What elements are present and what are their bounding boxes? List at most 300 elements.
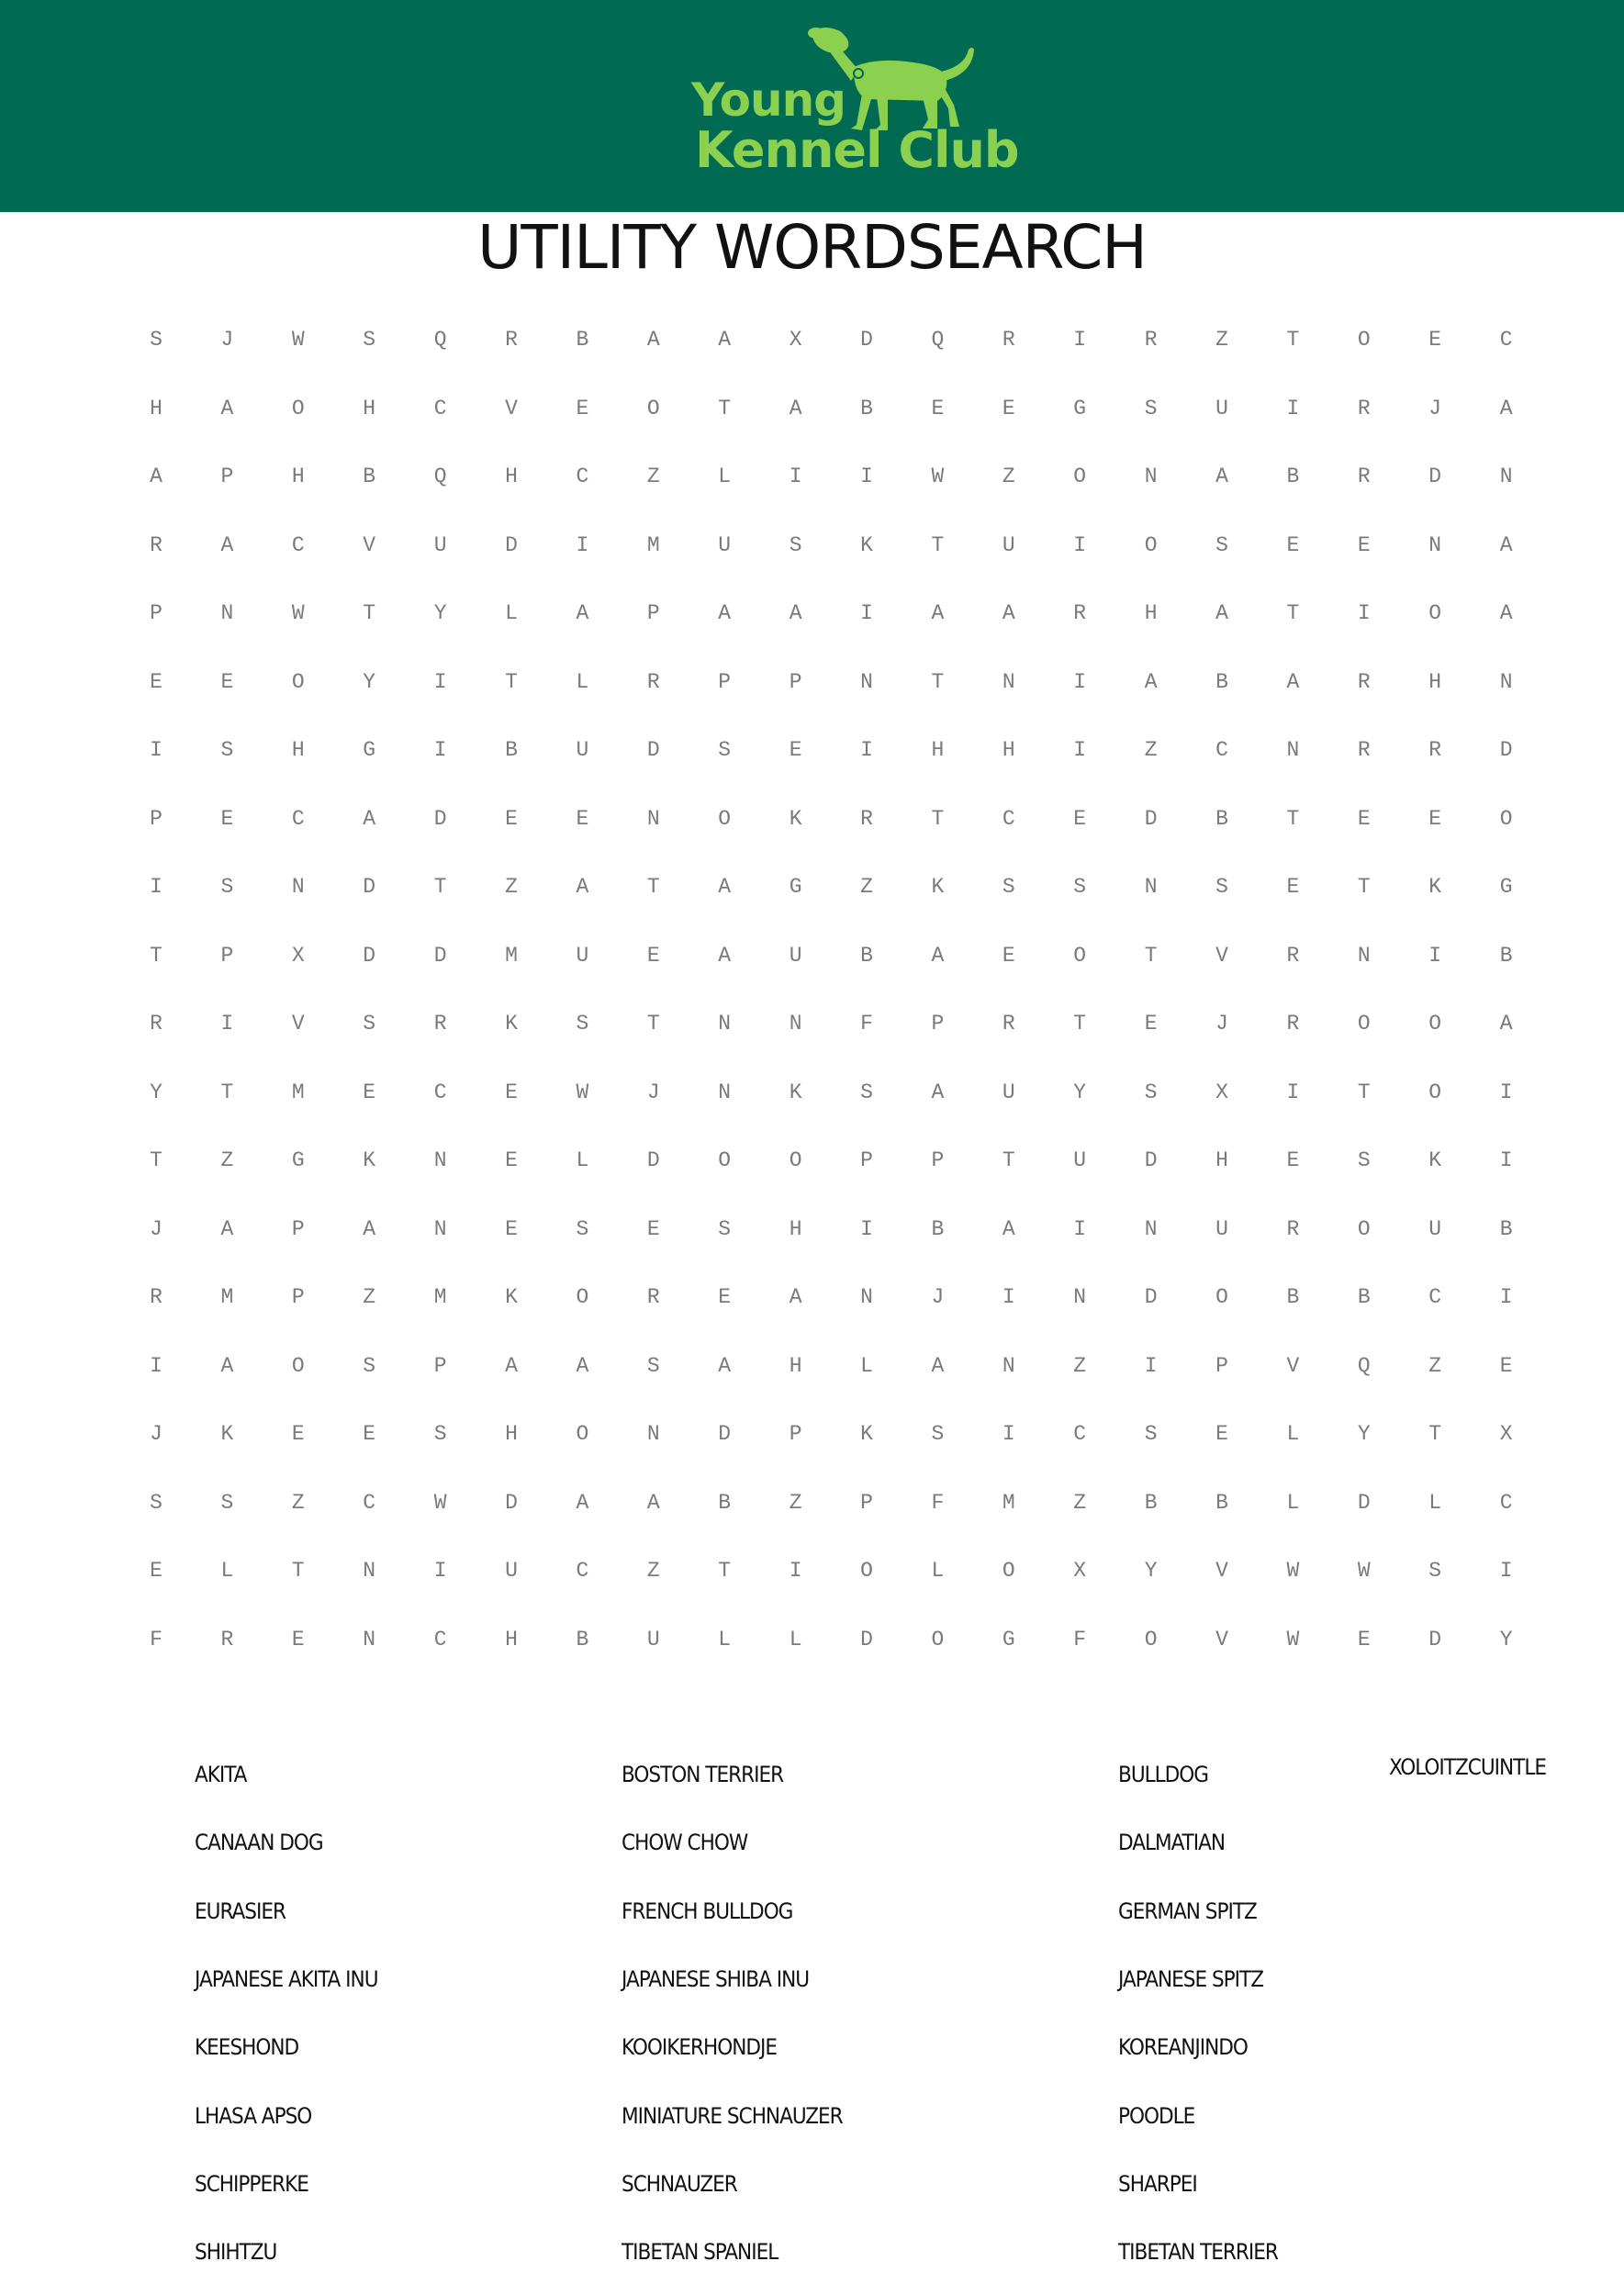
grid-letter[interactable]: K: [363, 1148, 376, 1172]
grid-letter[interactable]: E: [646, 1216, 660, 1241]
grid-letter[interactable]: Z: [860, 875, 873, 899]
grid-letter[interactable]: N: [363, 1627, 376, 1651]
grid-letter[interactable]: R: [150, 1012, 162, 1036]
grid-letter[interactable]: P: [220, 943, 234, 968]
grid-letter[interactable]: Y: [150, 1080, 162, 1104]
grid-letter[interactable]: S: [646, 1353, 660, 1378]
grid-letter[interactable]: L: [505, 601, 518, 625]
grid-letter[interactable]: E: [1073, 806, 1087, 831]
grid-letter[interactable]: Y: [1357, 1422, 1371, 1446]
young-kennel-club-logo[interactable]: [684, 17, 1019, 191]
grid-letter[interactable]: O: [291, 396, 305, 420]
grid-letter[interactable]: I: [1073, 738, 1087, 762]
grid-letter[interactable]: Z: [220, 1148, 234, 1172]
grid-letter[interactable]: U: [1002, 532, 1015, 557]
grid-letter[interactable]: M: [505, 943, 518, 968]
grid-letter[interactable]: N: [1428, 532, 1442, 557]
grid-letter[interactable]: N: [1002, 1353, 1015, 1378]
grid-letter[interactable]: A: [220, 532, 234, 557]
grid-letter[interactable]: I: [150, 738, 162, 762]
grid-letter[interactable]: J: [150, 1422, 162, 1446]
grid-letter[interactable]: I: [1073, 532, 1087, 557]
grid-letter[interactable]: U: [646, 1627, 660, 1651]
grid-letter[interactable]: I: [150, 875, 162, 899]
grid-letter[interactable]: B: [1499, 943, 1513, 968]
grid-letter[interactable]: W: [291, 328, 305, 352]
grid-letter[interactable]: O: [576, 1422, 589, 1446]
grid-letter[interactable]: U: [433, 532, 447, 557]
grid-letter[interactable]: Z: [363, 1285, 376, 1309]
grid-letter[interactable]: M: [220, 1285, 234, 1309]
grid-letter[interactable]: S: [1144, 1422, 1158, 1446]
grid-letter[interactable]: E: [1144, 1012, 1158, 1036]
grid-letter[interactable]: S: [1002, 875, 1015, 899]
grid-letter[interactable]: P: [433, 1353, 447, 1378]
grid-letter[interactable]: Y: [433, 601, 447, 625]
grid-letter[interactable]: K: [860, 1422, 873, 1446]
grid-letter[interactable]: R: [646, 1285, 660, 1309]
grid-letter[interactable]: K: [860, 532, 873, 557]
grid-letter[interactable]: L: [576, 1148, 589, 1172]
grid-letter[interactable]: I: [150, 1353, 162, 1378]
grid-letter[interactable]: R: [1286, 1012, 1300, 1036]
grid-letter[interactable]: R: [1357, 396, 1371, 420]
grid-letter[interactable]: Z: [1215, 328, 1228, 352]
grid-letter[interactable]: S: [860, 1080, 873, 1104]
grid-letter[interactable]: X: [1215, 1080, 1228, 1104]
grid-letter[interactable]: N: [1144, 1216, 1158, 1241]
grid-letter[interactable]: N: [291, 875, 305, 899]
grid-letter[interactable]: Z: [1073, 1490, 1087, 1515]
grid-letter[interactable]: Y: [1073, 1080, 1087, 1104]
grid-letter[interactable]: C: [291, 532, 305, 557]
grid-letter[interactable]: N: [433, 1148, 447, 1172]
grid-letter[interactable]: C: [1002, 806, 1015, 831]
grid-letter[interactable]: N: [860, 1285, 873, 1309]
grid-letter[interactable]: E: [291, 1422, 305, 1446]
grid-letter[interactable]: T: [1073, 1012, 1087, 1036]
grid-letter[interactable]: T: [505, 669, 518, 694]
grid-letter[interactable]: J: [1215, 1012, 1228, 1036]
grid-letter[interactable]: T: [150, 943, 162, 968]
grid-letter[interactable]: T: [646, 875, 660, 899]
grid-letter[interactable]: O: [1144, 1627, 1158, 1651]
grid-letter[interactable]: G: [1499, 875, 1513, 899]
grid-letter[interactable]: I: [1286, 396, 1300, 420]
grid-letter[interactable]: E: [505, 1148, 518, 1172]
grid-letter[interactable]: S: [220, 1490, 234, 1515]
grid-letter[interactable]: N: [1357, 943, 1371, 968]
grid-letter[interactable]: T: [718, 396, 732, 420]
grid-letter[interactable]: S: [150, 1490, 162, 1515]
grid-letter[interactable]: I: [433, 738, 447, 762]
grid-letter[interactable]: Z: [291, 1490, 305, 1515]
grid-letter[interactable]: R: [150, 532, 162, 557]
grid-letter[interactable]: M: [1002, 1490, 1015, 1515]
grid-letter[interactable]: V: [505, 396, 518, 420]
grid-letter[interactable]: L: [789, 1627, 802, 1651]
grid-letter[interactable]: U: [1215, 1216, 1228, 1241]
grid-letter[interactable]: S: [220, 738, 234, 762]
grid-letter[interactable]: P: [789, 669, 802, 694]
grid-letter[interactable]: X: [1073, 1559, 1087, 1583]
grid-letter[interactable]: C: [576, 465, 589, 488]
grid-letter[interactable]: H: [789, 1216, 802, 1241]
grid-letter[interactable]: N: [1499, 465, 1513, 488]
grid-letter[interactable]: S: [1144, 1080, 1158, 1104]
grid-letter[interactable]: P: [860, 1148, 873, 1172]
grid-letter[interactable]: Z: [646, 465, 660, 488]
grid-letter[interactable]: X: [789, 328, 802, 352]
grid-letter[interactable]: T: [1286, 806, 1300, 831]
grid-letter[interactable]: O: [1357, 328, 1371, 352]
grid-letter[interactable]: E: [505, 806, 518, 831]
grid-letter[interactable]: W: [291, 601, 305, 625]
grid-letter[interactable]: N: [646, 1422, 660, 1446]
grid-letter[interactable]: S: [576, 1012, 589, 1036]
grid-letter[interactable]: A: [150, 465, 162, 488]
grid-letter[interactable]: K: [931, 875, 945, 899]
grid-letter[interactable]: B: [1215, 806, 1228, 831]
grid-letter[interactable]: H: [931, 738, 945, 762]
grid-letter[interactable]: M: [433, 1285, 447, 1309]
grid-letter[interactable]: S: [1215, 532, 1228, 557]
grid-letter[interactable]: B: [1215, 1490, 1228, 1515]
grid-letter[interactable]: E: [718, 1285, 732, 1309]
grid-letter[interactable]: S: [363, 1012, 376, 1036]
grid-letter[interactable]: H: [1002, 738, 1015, 762]
grid-letter[interactable]: T: [1144, 943, 1158, 968]
grid-letter[interactable]: A: [718, 875, 732, 899]
grid-letter[interactable]: K: [1428, 875, 1442, 899]
grid-letter[interactable]: N: [718, 1012, 732, 1036]
grid-letter[interactable]: E: [576, 806, 589, 831]
grid-letter[interactable]: W: [1286, 1559, 1300, 1583]
grid-letter[interactable]: H: [505, 1627, 518, 1651]
grid-letter[interactable]: N: [646, 806, 660, 831]
grid-letter[interactable]: S: [1428, 1559, 1442, 1583]
grid-letter[interactable]: O: [1499, 806, 1513, 831]
grid-letter[interactable]: C: [291, 806, 305, 831]
grid-letter[interactable]: O: [1428, 1012, 1442, 1036]
grid-letter[interactable]: Q: [931, 328, 945, 352]
grid-letter[interactable]: T: [931, 532, 945, 557]
grid-letter[interactable]: P: [150, 806, 162, 831]
grid-letter[interactable]: I: [1073, 1216, 1087, 1241]
grid-letter[interactable]: X: [291, 943, 305, 968]
grid-letter[interactable]: O: [789, 1148, 802, 1172]
grid-letter[interactable]: W: [433, 1490, 447, 1515]
grid-letter[interactable]: E: [363, 1080, 376, 1104]
grid-letter[interactable]: W: [931, 465, 945, 488]
grid-letter[interactable]: O: [1357, 1216, 1371, 1241]
grid-letter[interactable]: P: [646, 601, 660, 625]
grid-letter[interactable]: Y: [1499, 1627, 1513, 1651]
grid-letter[interactable]: Q: [433, 465, 447, 488]
grid-letter[interactable]: N: [433, 1216, 447, 1241]
grid-letter[interactable]: H: [150, 396, 162, 420]
grid-letter[interactable]: N: [1286, 738, 1300, 762]
grid-letter[interactable]: I: [576, 532, 589, 557]
grid-letter[interactable]: R: [1357, 738, 1371, 762]
grid-letter[interactable]: K: [220, 1422, 234, 1446]
grid-letter[interactable]: I: [1428, 943, 1442, 968]
grid-letter[interactable]: N: [220, 601, 234, 625]
grid-letter[interactable]: O: [1428, 1080, 1442, 1104]
grid-letter[interactable]: E: [220, 669, 234, 694]
grid-letter[interactable]: I: [1499, 1285, 1513, 1309]
grid-letter[interactable]: B: [576, 1627, 589, 1651]
grid-letter[interactable]: H: [363, 396, 376, 420]
grid-letter[interactable]: T: [1428, 1422, 1442, 1446]
grid-letter[interactable]: B: [576, 328, 589, 352]
grid-letter[interactable]: Q: [1357, 1353, 1371, 1378]
grid-letter[interactable]: G: [1073, 396, 1087, 420]
grid-letter[interactable]: A: [931, 943, 945, 968]
grid-letter[interactable]: I: [1002, 1422, 1015, 1446]
grid-letter[interactable]: L: [576, 669, 589, 694]
grid-letter[interactable]: F: [1073, 1627, 1087, 1651]
grid-letter[interactable]: R: [1428, 738, 1442, 762]
grid-letter[interactable]: I: [860, 465, 873, 488]
grid-letter[interactable]: R: [150, 1285, 162, 1309]
grid-letter[interactable]: A: [1215, 601, 1228, 625]
grid-letter[interactable]: S: [1073, 875, 1087, 899]
grid-letter[interactable]: A: [1002, 1216, 1015, 1241]
grid-letter[interactable]: E: [1286, 1148, 1300, 1172]
grid-letter[interactable]: H: [505, 1422, 518, 1446]
grid-letter[interactable]: E: [576, 396, 589, 420]
grid-letter[interactable]: E: [505, 1080, 518, 1104]
grid-letter[interactable]: O: [718, 1148, 732, 1172]
grid-letter[interactable]: A: [718, 601, 732, 625]
grid-letter[interactable]: I: [220, 1012, 234, 1036]
grid-letter[interactable]: D: [1357, 1490, 1371, 1515]
grid-letter[interactable]: J: [1428, 396, 1442, 420]
grid-letter[interactable]: E: [1357, 806, 1371, 831]
grid-letter[interactable]: I: [1499, 1148, 1513, 1172]
grid-letter[interactable]: O: [1073, 943, 1087, 968]
grid-letter[interactable]: N: [1144, 465, 1158, 488]
grid-letter[interactable]: D: [433, 943, 447, 968]
grid-letter[interactable]: E: [1357, 1627, 1371, 1651]
grid-letter[interactable]: E: [1357, 532, 1371, 557]
grid-letter[interactable]: P: [150, 601, 162, 625]
grid-letter[interactable]: S: [363, 328, 376, 352]
grid-letter[interactable]: A: [1499, 1012, 1513, 1036]
grid-letter[interactable]: D: [860, 1627, 873, 1651]
grid-letter[interactable]: E: [1499, 1353, 1513, 1378]
grid-letter[interactable]: T: [931, 806, 945, 831]
grid-letter[interactable]: C: [1428, 1285, 1442, 1309]
grid-letter[interactable]: A: [576, 1353, 589, 1378]
grid-letter[interactable]: C: [433, 396, 447, 420]
grid-letter[interactable]: E: [505, 1216, 518, 1241]
grid-letter[interactable]: I: [433, 669, 447, 694]
grid-letter[interactable]: I: [1499, 1559, 1513, 1583]
grid-letter[interactable]: B: [860, 943, 873, 968]
grid-letter[interactable]: T: [931, 669, 945, 694]
grid-letter[interactable]: O: [1144, 532, 1158, 557]
grid-letter[interactable]: S: [1215, 875, 1228, 899]
grid-letter[interactable]: I: [789, 1559, 802, 1583]
grid-letter[interactable]: L: [718, 465, 732, 488]
grid-letter[interactable]: H: [505, 465, 518, 488]
grid-letter[interactable]: A: [1215, 465, 1228, 488]
grid-letter[interactable]: D: [1144, 1148, 1158, 1172]
grid-letter[interactable]: O: [576, 1285, 589, 1309]
grid-letter[interactable]: V: [1286, 1353, 1300, 1378]
grid-letter[interactable]: R: [646, 669, 660, 694]
grid-letter[interactable]: G: [789, 875, 802, 899]
grid-letter[interactable]: U: [505, 1559, 518, 1583]
grid-letter[interactable]: L: [1286, 1422, 1300, 1446]
grid-letter[interactable]: A: [576, 601, 589, 625]
grid-letter[interactable]: J: [220, 328, 234, 352]
grid-letter[interactable]: B: [1215, 669, 1228, 694]
grid-letter[interactable]: U: [576, 943, 589, 968]
grid-letter[interactable]: O: [291, 1353, 305, 1378]
grid-letter[interactable]: E: [220, 806, 234, 831]
grid-letter[interactable]: I: [860, 1216, 873, 1241]
grid-letter[interactable]: S: [789, 532, 802, 557]
grid-letter[interactable]: O: [646, 396, 660, 420]
grid-letter[interactable]: R: [860, 806, 873, 831]
grid-letter[interactable]: N: [718, 1080, 732, 1104]
grid-letter[interactable]: F: [931, 1490, 945, 1515]
grid-letter[interactable]: R: [1357, 465, 1371, 488]
grid-letter[interactable]: P: [789, 1422, 802, 1446]
grid-letter[interactable]: V: [291, 1012, 305, 1036]
grid-letter[interactable]: Z: [1428, 1353, 1442, 1378]
grid-letter[interactable]: Z: [1073, 1353, 1087, 1378]
grid-letter[interactable]: I: [860, 738, 873, 762]
grid-letter[interactable]: A: [1286, 669, 1300, 694]
grid-letter[interactable]: A: [931, 1080, 945, 1104]
grid-letter[interactable]: B: [505, 738, 518, 762]
grid-letter[interactable]: K: [1428, 1148, 1442, 1172]
grid-letter[interactable]: L: [860, 1353, 873, 1378]
grid-letter[interactable]: E: [1002, 396, 1015, 420]
grid-letter[interactable]: D: [363, 875, 376, 899]
grid-letter[interactable]: P: [1215, 1353, 1228, 1378]
grid-letter[interactable]: G: [291, 1148, 305, 1172]
grid-letter[interactable]: B: [1286, 465, 1300, 488]
grid-letter[interactable]: Y: [1144, 1559, 1158, 1583]
grid-letter[interactable]: T: [1357, 875, 1371, 899]
grid-letter[interactable]: H: [1428, 669, 1442, 694]
grid-letter[interactable]: A: [220, 1216, 234, 1241]
grid-letter[interactable]: C: [363, 1490, 376, 1515]
grid-letter[interactable]: P: [860, 1490, 873, 1515]
grid-letter[interactable]: I: [1499, 1080, 1513, 1104]
grid-letter[interactable]: L: [718, 1627, 732, 1651]
grid-letter[interactable]: E: [150, 669, 162, 694]
grid-letter[interactable]: E: [1428, 806, 1442, 831]
grid-letter[interactable]: A: [220, 1353, 234, 1378]
grid-letter[interactable]: H: [789, 1353, 802, 1378]
grid-letter[interactable]: R: [220, 1627, 234, 1651]
grid-letter[interactable]: N: [1499, 669, 1513, 694]
grid-letter[interactable]: T: [1002, 1148, 1015, 1172]
grid-letter[interactable]: A: [1499, 396, 1513, 420]
grid-letter[interactable]: C: [433, 1080, 447, 1104]
grid-letter[interactable]: Q: [433, 328, 447, 352]
grid-letter[interactable]: R: [433, 1012, 447, 1036]
grid-letter[interactable]: A: [789, 601, 802, 625]
grid-letter[interactable]: U: [1428, 1216, 1442, 1241]
grid-letter[interactable]: C: [1499, 1490, 1513, 1515]
grid-letter[interactable]: R: [1286, 1216, 1300, 1241]
grid-letter[interactable]: U: [1215, 396, 1228, 420]
grid-letter[interactable]: A: [576, 875, 589, 899]
grid-letter[interactable]: B: [363, 465, 376, 488]
grid-letter[interactable]: M: [291, 1080, 305, 1104]
grid-letter[interactable]: O: [1428, 601, 1442, 625]
grid-letter[interactable]: H: [1215, 1148, 1228, 1172]
grid-letter[interactable]: A: [576, 1490, 589, 1515]
grid-letter[interactable]: A: [646, 1490, 660, 1515]
grid-letter[interactable]: S: [718, 738, 732, 762]
grid-letter[interactable]: B: [1499, 1216, 1513, 1241]
grid-letter[interactable]: O: [1073, 465, 1087, 488]
grid-letter[interactable]: I: [1073, 328, 1087, 352]
grid-letter[interactable]: N: [1002, 669, 1015, 694]
grid-letter[interactable]: E: [363, 1422, 376, 1446]
grid-letter[interactable]: W: [1286, 1627, 1300, 1651]
grid-letter[interactable]: R: [1286, 943, 1300, 968]
grid-letter[interactable]: I: [433, 1559, 447, 1583]
grid-letter[interactable]: L: [931, 1559, 945, 1583]
grid-letter[interactable]: Z: [505, 875, 518, 899]
grid-letter[interactable]: K: [789, 1080, 802, 1104]
grid-letter[interactable]: F: [150, 1627, 162, 1651]
grid-letter[interactable]: J: [646, 1080, 660, 1104]
grid-letter[interactable]: D: [1499, 738, 1513, 762]
grid-letter[interactable]: L: [1286, 1490, 1300, 1515]
grid-letter[interactable]: S: [433, 1422, 447, 1446]
grid-letter[interactable]: H: [291, 465, 305, 488]
grid-letter[interactable]: D: [433, 806, 447, 831]
grid-letter[interactable]: A: [363, 806, 376, 831]
grid-letter[interactable]: T: [150, 1148, 162, 1172]
grid-letter[interactable]: E: [291, 1627, 305, 1651]
grid-letter[interactable]: A: [718, 328, 732, 352]
grid-letter[interactable]: T: [363, 601, 376, 625]
grid-letter[interactable]: D: [1428, 465, 1442, 488]
grid-letter[interactable]: J: [150, 1216, 162, 1241]
grid-letter[interactable]: S: [150, 328, 162, 352]
grid-letter[interactable]: H: [1144, 601, 1158, 625]
grid-letter[interactable]: R: [1144, 328, 1158, 352]
grid-letter[interactable]: C: [576, 1559, 589, 1583]
grid-letter[interactable]: D: [505, 1490, 518, 1515]
grid-letter[interactable]: C: [1073, 1422, 1087, 1446]
grid-letter[interactable]: U: [1002, 1080, 1015, 1104]
grid-letter[interactable]: R: [1002, 328, 1015, 352]
grid-letter[interactable]: M: [646, 532, 660, 557]
grid-letter[interactable]: N: [789, 1012, 802, 1036]
grid-letter[interactable]: A: [1499, 601, 1513, 625]
grid-letter[interactable]: C: [433, 1627, 447, 1651]
grid-letter[interactable]: B: [1357, 1285, 1371, 1309]
grid-letter[interactable]: A: [1144, 669, 1158, 694]
grid-letter[interactable]: B: [1286, 1285, 1300, 1309]
grid-letter[interactable]: D: [1144, 1285, 1158, 1309]
grid-letter[interactable]: T: [1357, 1080, 1371, 1104]
grid-letter[interactable]: I: [860, 601, 873, 625]
grid-letter[interactable]: B: [860, 396, 873, 420]
